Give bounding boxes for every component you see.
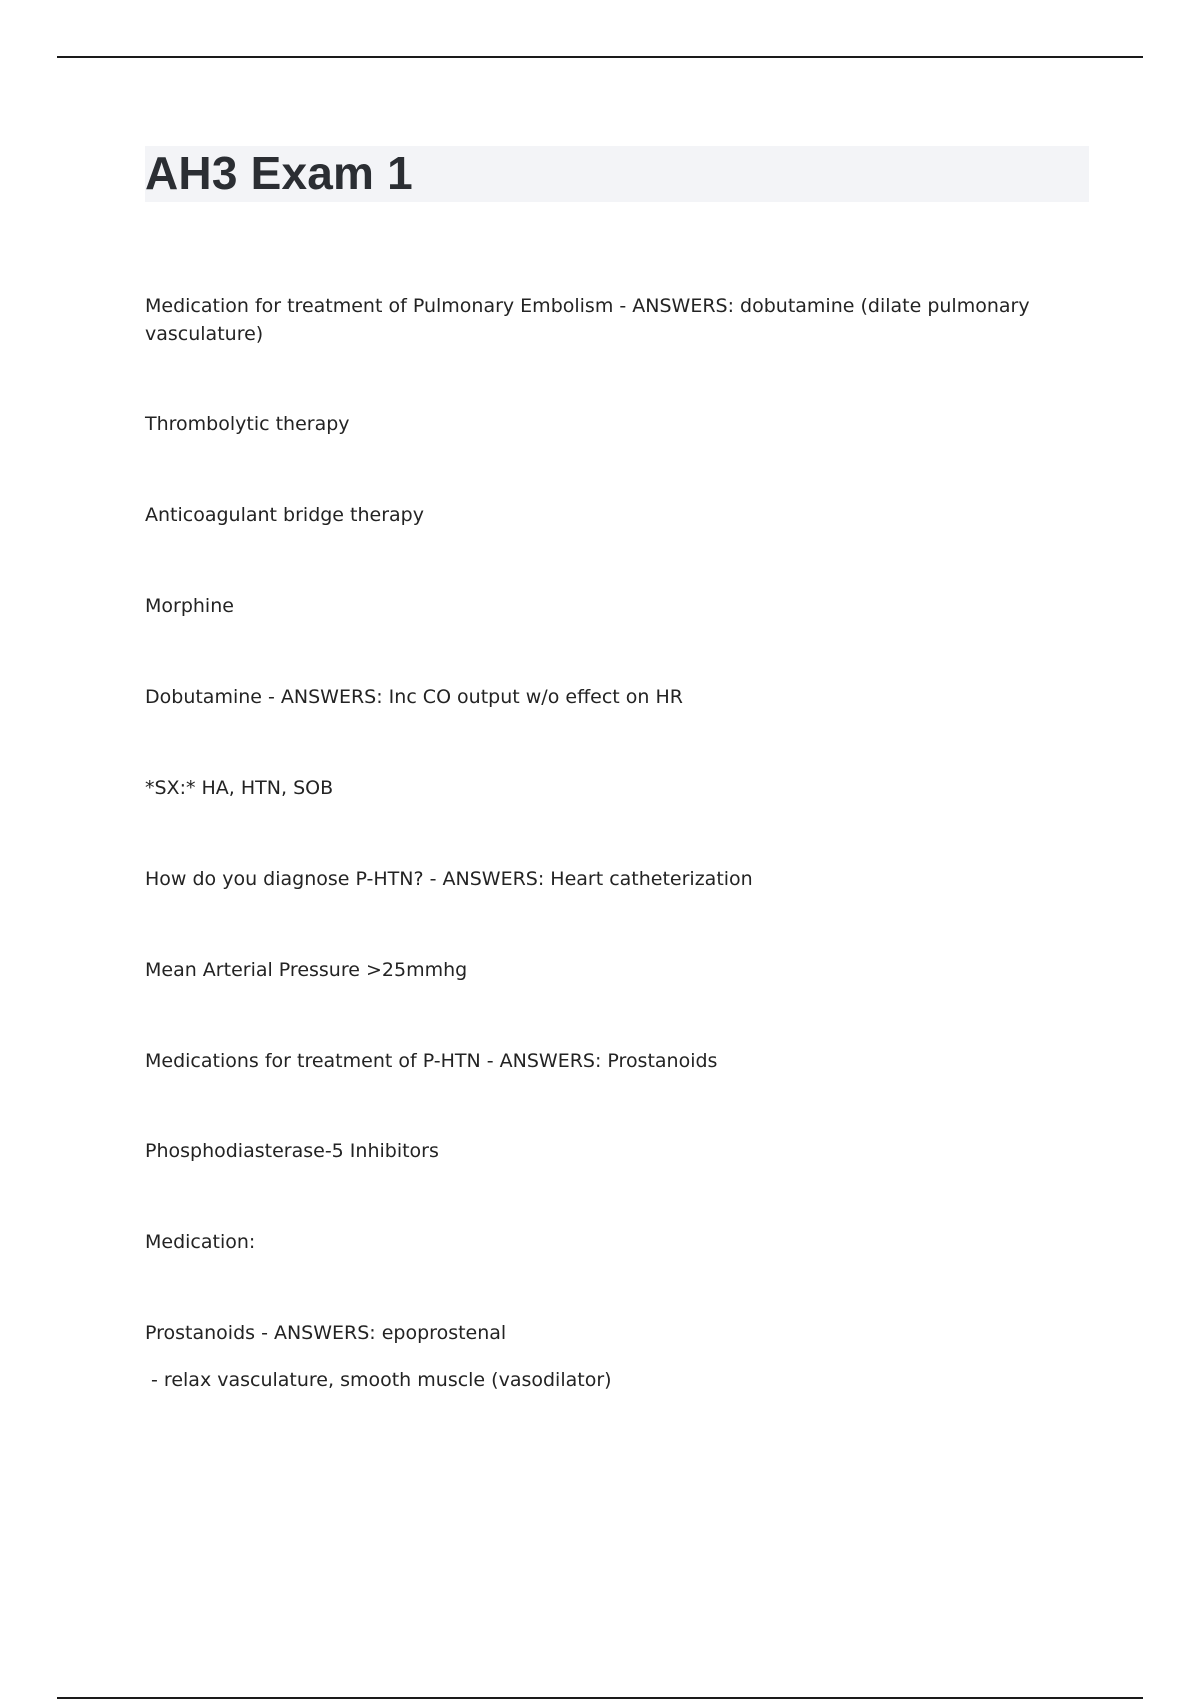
entry-pde5: Phosphodiasterase-5 Inhibitors (145, 1140, 439, 1162)
entry-diagnose-phtn: How do you diagnose P-HTN? - ANSWERS: Heart catheterization (145, 868, 753, 890)
entry-prostanoids: Prostanoids - ANSWERS: epoprostenal (145, 1322, 507, 1344)
entry-anticoagulant: Anticoagulant bridge therapy (145, 504, 424, 526)
entry-dobutamine: Dobutamine - ANSWERS: Inc CO output w/o effect on HR (145, 686, 683, 708)
entry-thrombolytic: Thrombolytic therapy (145, 413, 350, 435)
entry-map: Mean Arterial Pressure >25mmhg (145, 959, 468, 981)
entry-symptoms: *SX:* HA, HTN, SOB (145, 777, 334, 799)
top-rule (57, 56, 1143, 58)
bottom-rule (57, 1697, 1143, 1699)
entry-phtn-medications: Medications for treatment of P-HTN - ANSWERS: Prostanoids (145, 1050, 718, 1072)
document-title: AH3 Exam 1 (145, 147, 413, 199)
entry-pe-medication: Medication for treatment of Pulmonary Embolism - ANSWERS: dobutamine (dilate pulmonary vasculature) (145, 295, 1030, 345)
entry-morphine: Morphine (145, 595, 234, 617)
entry-medication-heading: Medication: (145, 1231, 256, 1253)
entry-prostanoids-detail: - relax vasculature, smooth muscle (vasodilator) (145, 1369, 612, 1391)
